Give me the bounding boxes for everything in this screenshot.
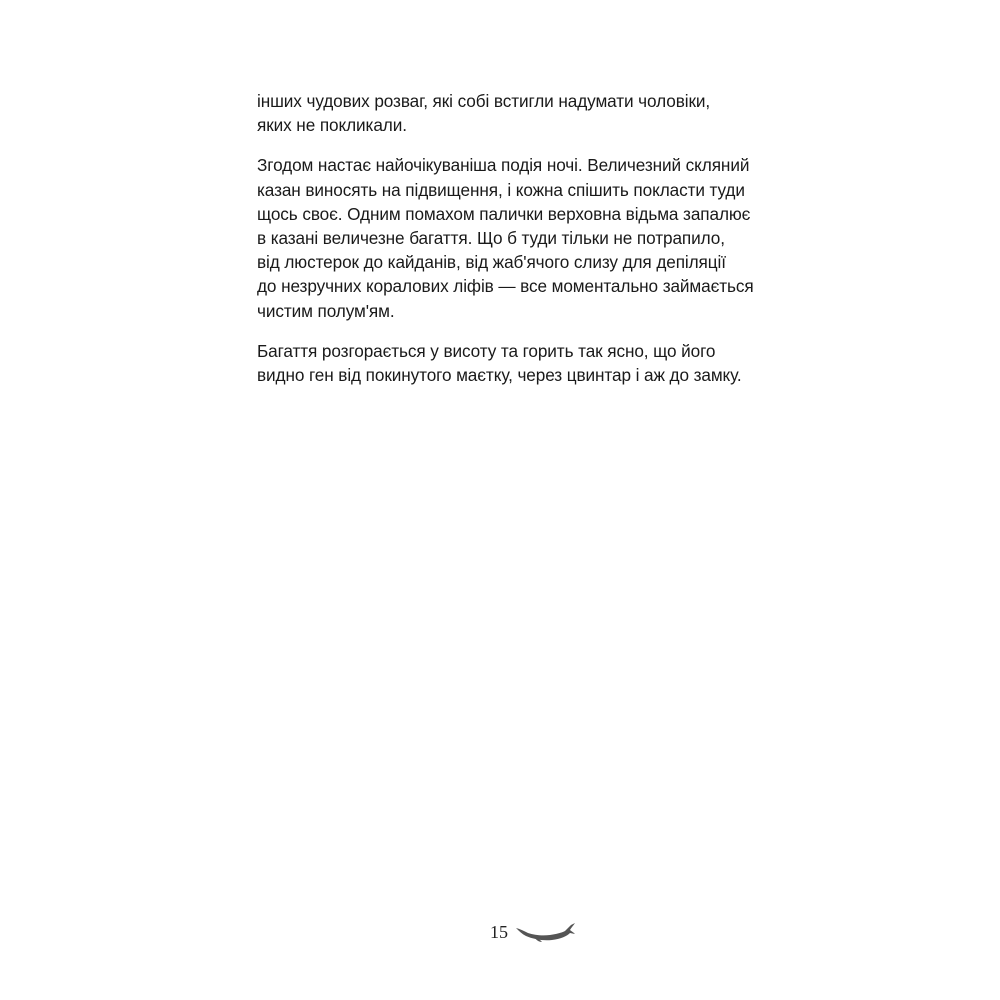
text-line: Згодом настає найочікуваніша подія ночі. Величезний скляний (257, 155, 750, 176)
text-line: щось своє. Одним помахом палички верховна відьма запалює (257, 203, 751, 224)
text-line: казан виносять на підвищення, і кожна спішить покласти туди (257, 179, 745, 200)
whale-icon (514, 920, 576, 944)
paragraph-3 (257, 339, 752, 387)
text-line: інших чудових розваг, які собі встигли надумати чоловіки, (257, 91, 711, 111)
paragraph-2 (257, 153, 752, 322)
text-line: до незручних коралових ліфів — все моментально займається (257, 276, 754, 297)
text-line: від люстерок до кайданів, від жаб'ячого слизу для депіляції (257, 252, 726, 273)
body-text (257, 89, 752, 403)
text-line: видно ген від покинутого маєтку, через цвинтар і аж до замку. (257, 365, 742, 386)
text-line: яких не покликали. (257, 115, 407, 136)
text-line: чистим полум'ям. (257, 300, 395, 321)
paragraph-1 (257, 89, 752, 137)
text-line: в казані величезне багаття. Що б туди тільки не потрапило, (257, 228, 725, 249)
text-line: Багаття розгорається у висоту та горить так ясно, що його (257, 340, 716, 361)
page-footer (490, 917, 576, 947)
page-number: 15 (490, 921, 508, 942)
